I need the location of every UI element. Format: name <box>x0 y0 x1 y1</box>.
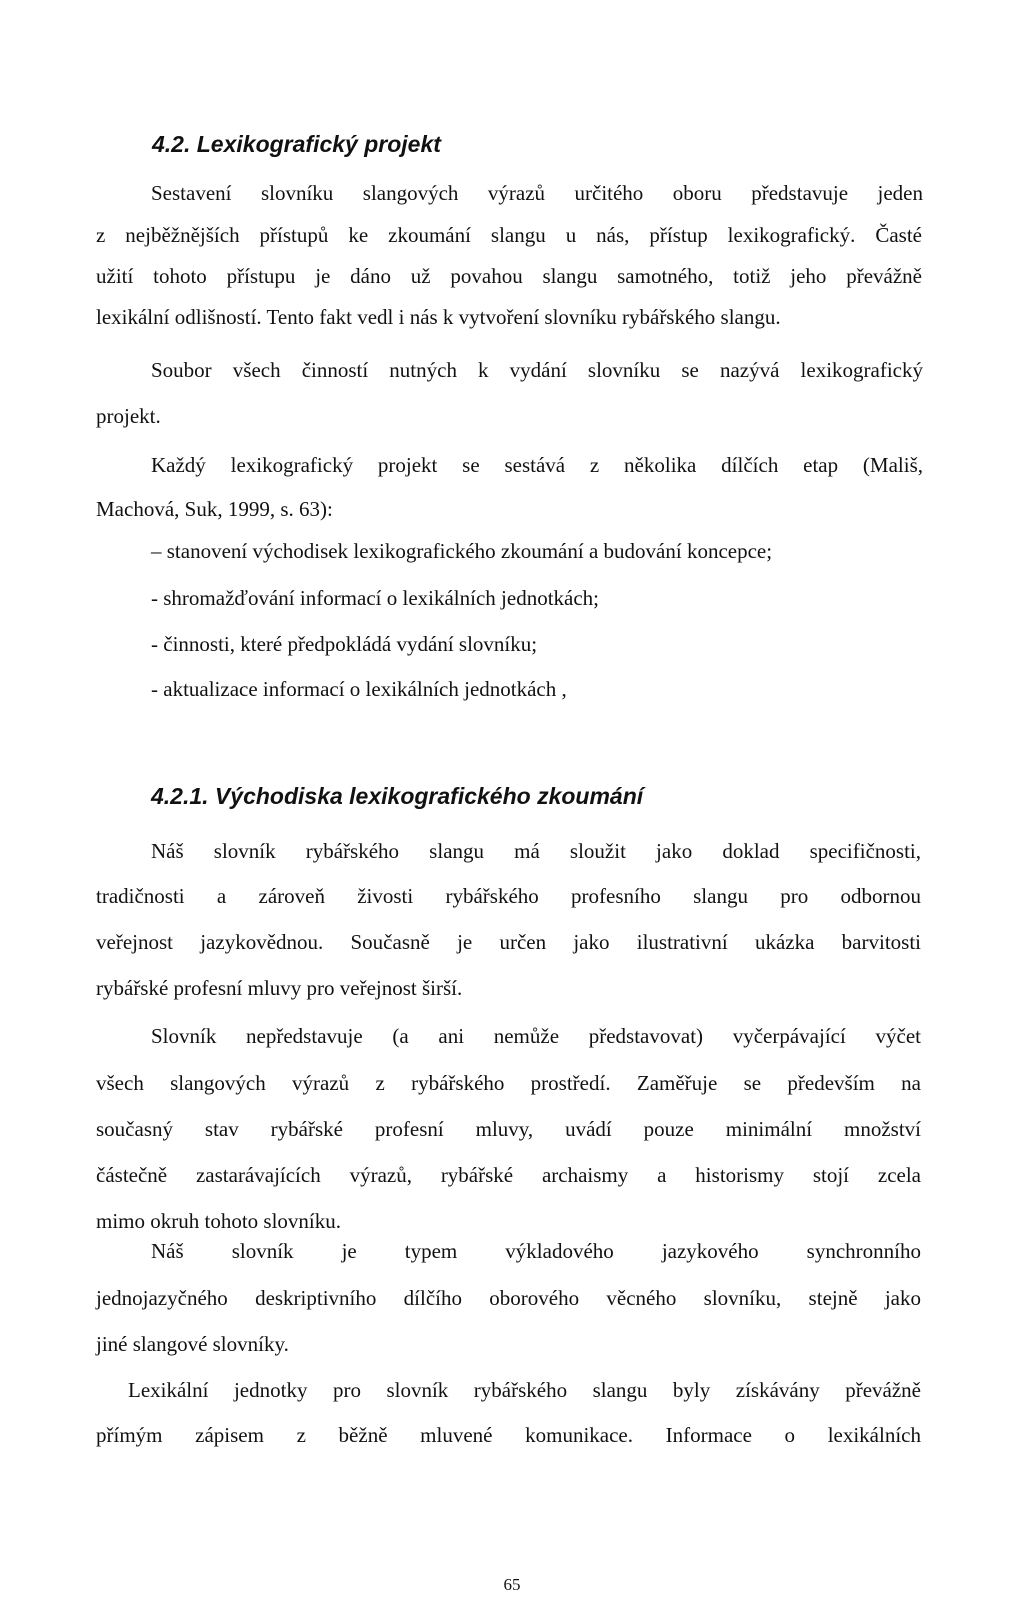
text-line: Sestavení slovníku slangových výrazů určitého oboru představuje jeden <box>151 181 923 205</box>
text-line: rybářské profesní mluvy pro veřejnost širší. <box>96 976 463 1000</box>
text-line: mimo okruh tohoto slovníku. <box>96 1209 342 1233</box>
text-line: z nejběžnějších přístupů ke zkoumání slangu u nás, přístup lexikografický. Časté <box>96 223 922 247</box>
section-heading-4-2: 4.2. Lexikografický projekt <box>152 131 441 157</box>
text-line: projekt. <box>96 404 161 428</box>
section-heading-4-2-1: 4.2.1. Východiska lexikografického zkoumání <box>151 783 644 809</box>
text-line: veřejnost jazykovědnou. Současně je určen jako ilustrativní ukázka barvitosti <box>96 930 921 954</box>
text-line: jednojazyčného deskriptivního dílčího oborového věcného slovníku, stejně jako <box>96 1286 921 1310</box>
list-item: – stanovení východisek lexikografického zkoumání a budování koncepce; <box>151 539 773 563</box>
text-line: částečně zastarávajících výrazů, rybářské archaismy a historismy stojí zcela <box>96 1163 921 1187</box>
text-line: Každý lexikografický projekt se sestává z několika dílčích etap (Mališ, <box>151 453 923 477</box>
page-number: 65 <box>503 1575 521 1594</box>
text-line: Slovník nepředstavuje (a ani nemůže představovat) vyčerpávající výčet <box>151 1024 921 1048</box>
text-line: přímým zápisem z běžně mluvené komunikace. Informace o lexikálních <box>96 1423 921 1447</box>
text-line: Machová, Suk, 1999, s. 63): <box>96 497 333 521</box>
text-line: užití tohoto přístupu je dáno už povahou slangu samotného, totiž jeho převážně <box>96 264 922 288</box>
text-line: tradičnosti a zároveň živosti rybářského profesního slangu pro odbornou <box>96 884 921 908</box>
text-line: jiné slangové slovníky. <box>96 1332 289 1356</box>
text-line: současný stav rybářské profesní mluvy, uvádí pouze minimální množství <box>96 1117 921 1141</box>
text-line: Soubor všech činností nutných k vydání slovníku se nazývá lexikografický <box>151 358 923 382</box>
list-item: - shromažďování informací o lexikálních jednotkách; <box>151 586 600 610</box>
text-line: Lexikální jednotky pro slovník rybářského slangu byly získávány převážně <box>128 1378 921 1402</box>
list-item: - aktualizace informací o lexikálních jednotkách , <box>151 677 567 701</box>
list-item: - činnosti, které předpokládá vydání slovníku; <box>151 632 538 656</box>
text-line: Náš slovník rybářského slangu má sloužit jako doklad specifičnosti, <box>151 839 921 863</box>
text-line: lexikální odlišností. Tento fakt vedl i nás k vytvoření slovníku rybářského slangu. <box>96 305 781 329</box>
text-line: všech slangových výrazů z rybářského prostředí. Zaměřuje se především na <box>96 1071 921 1095</box>
text-line: Náš slovník je typem výkladového jazykového synchronního <box>151 1239 921 1263</box>
